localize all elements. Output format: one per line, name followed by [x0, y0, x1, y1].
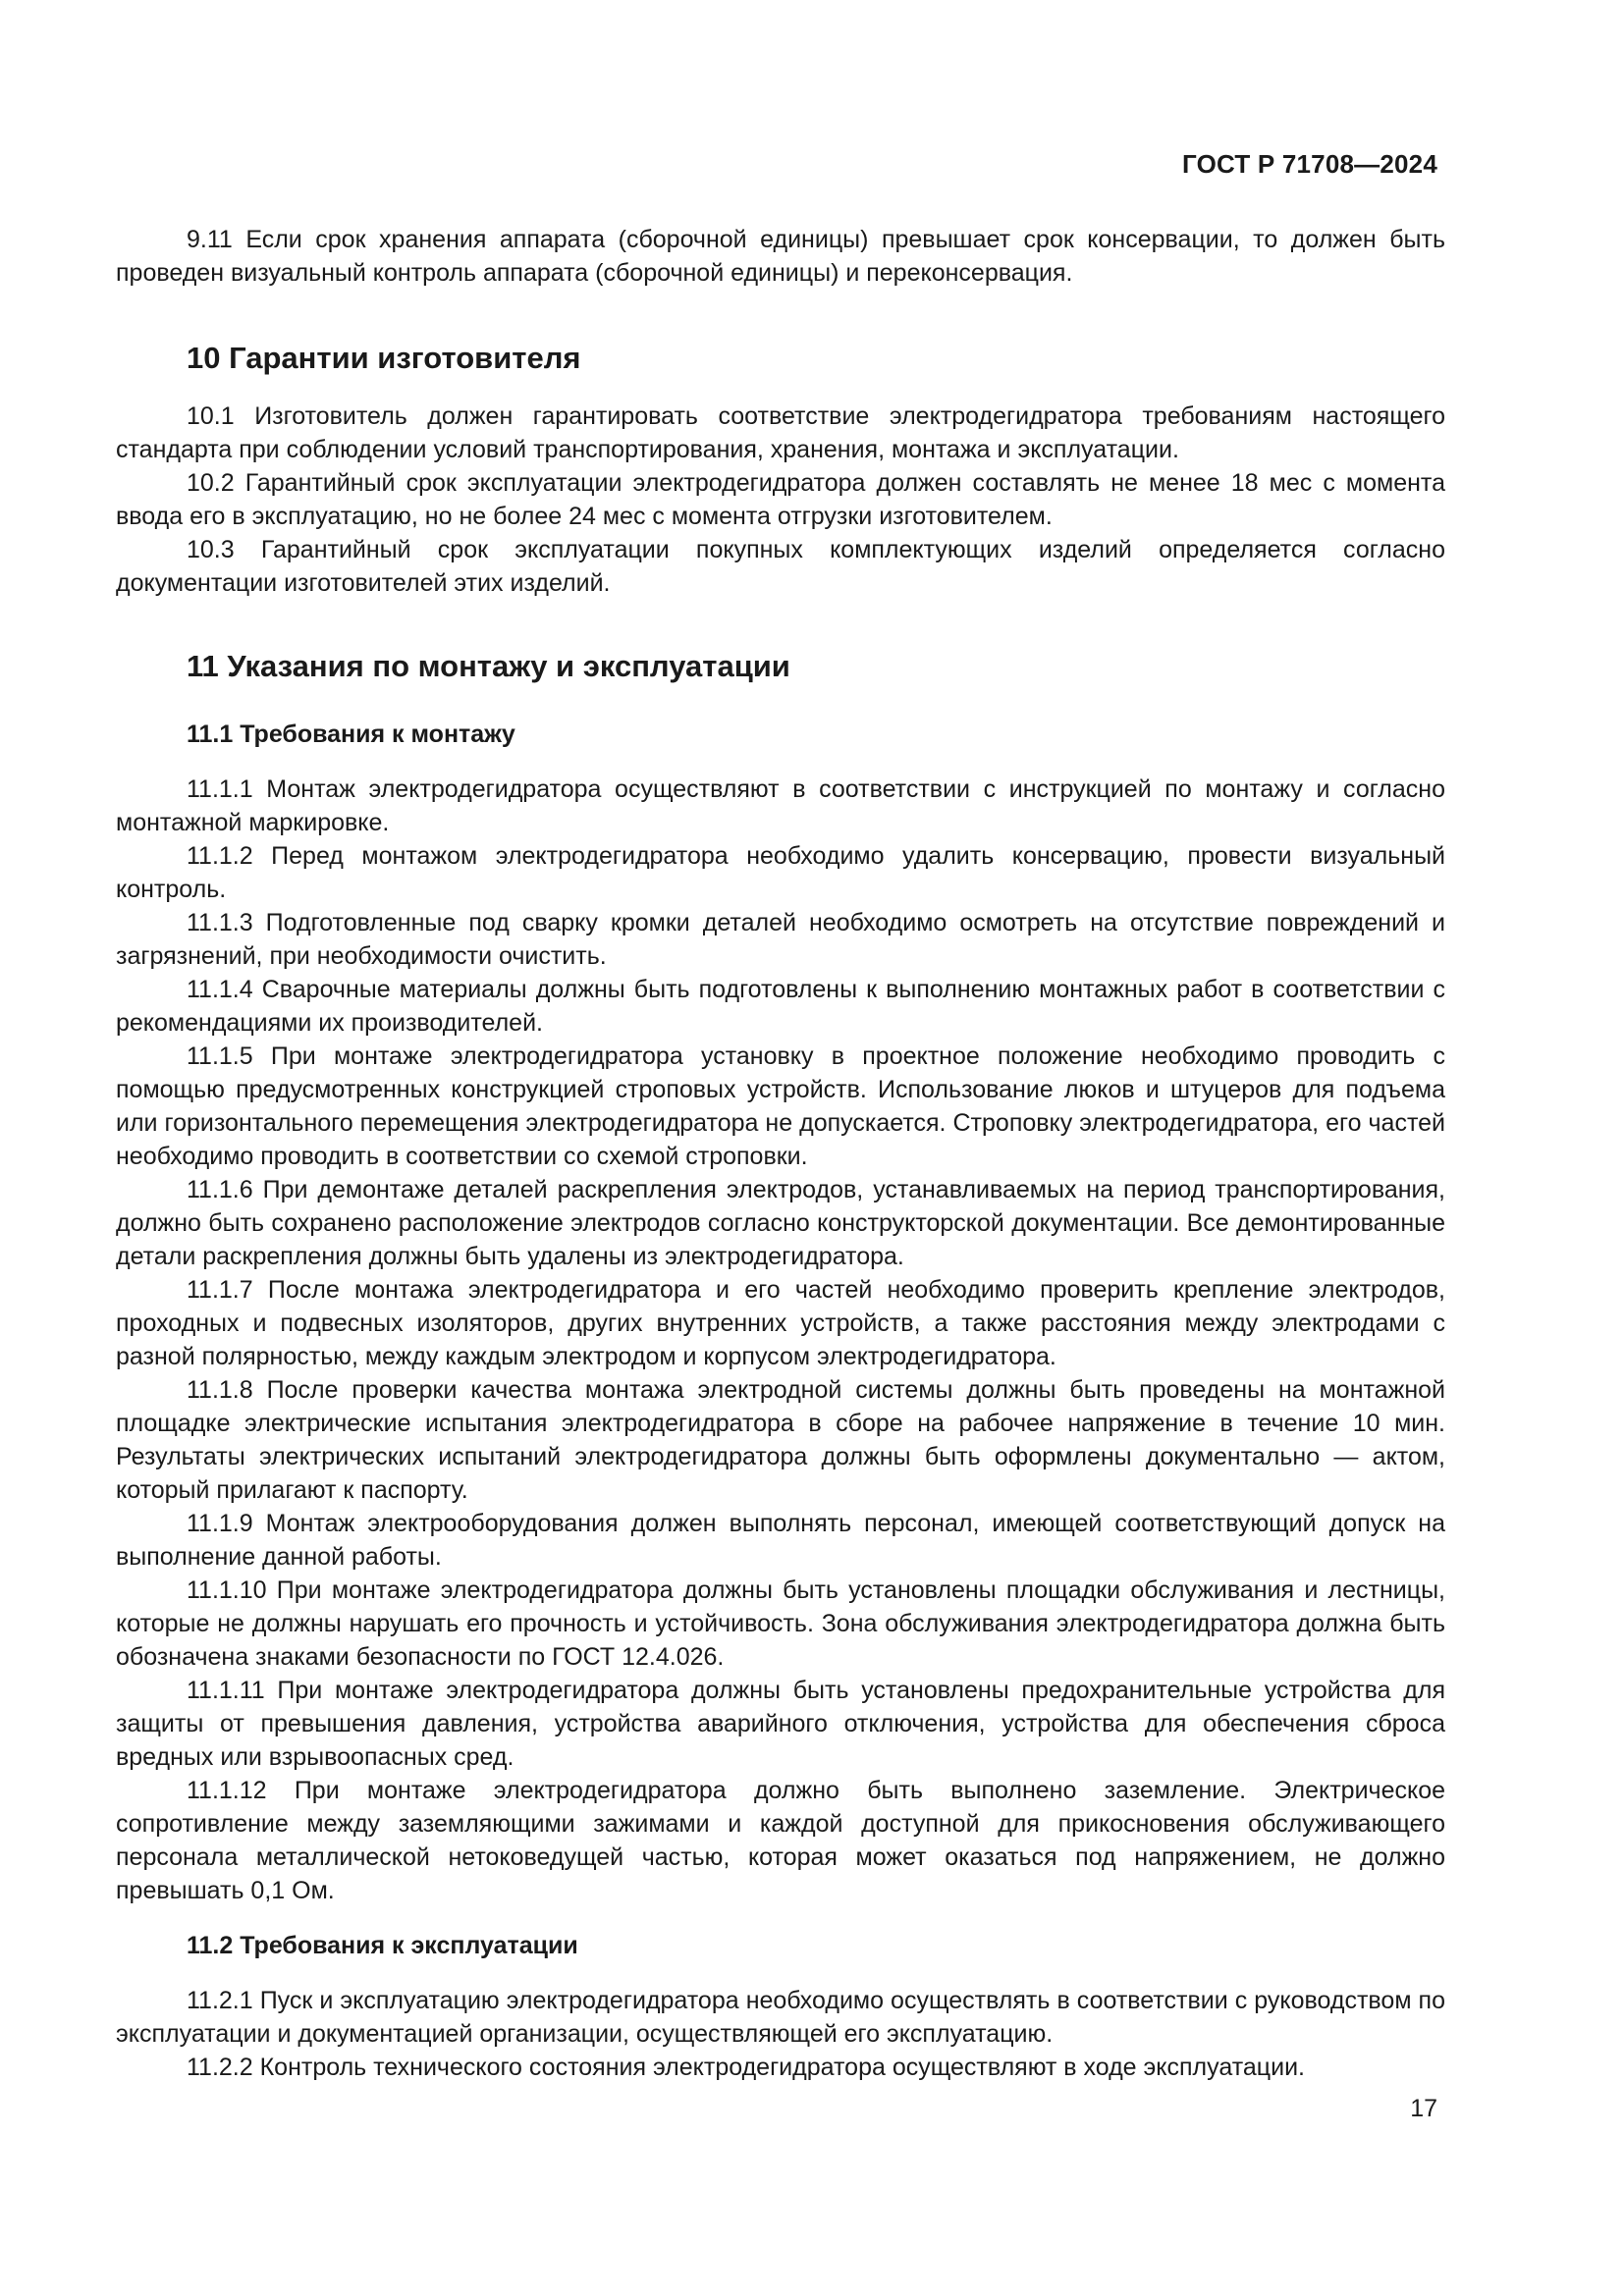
paragraph-11-1-5: 11.1.5 При монтаже электродегидратора установку в проектное положение необходимо проводить с помощью предусмотренных конструкцией строповых устройств. Использование люков и штуцеров для подъема или горизонтального перемещения электродегидратора не допускается. Строповку электродегидратора, его частей необходимо проводить в соответствии со схемой строповки.	[116, 1042, 1445, 1170]
paragraph-11-1-7: 11.1.7 После монтажа электродегидратора и его частей необходимо проверить крепление электродов, проходных и подвесных изоляторов, других внутренних устройств, а также расстояния между электродами с разной полярностью, между каждым электродом и корпусом электродегидратора.	[116, 1276, 1445, 1370]
paragraph-11-1-4: 11.1.4 Сварочные материалы должны быть подготовлены к выполнению монтажных работ в соответствии с рекомендациями их производителей.	[116, 976, 1445, 1037]
paragraph-10-2: 10.2 Гарантийный срок эксплуатации электродегидратора должен составлять не менее 18 мес с момента ввода его в эксплуатацию, но не более 24 мес с момента отгрузки изготовителем.	[116, 469, 1445, 530]
paragraph-11-1-8: 11.1.8 После проверки качества монтажа электродной системы должны быть проведены на монтажной площадке электрические испытания электродегидратора в сборе на рабочее напряжение в течение 10 мин. Результаты электрических испытаний электродегидратора должны быть оформлены документально — актом, который прилагают к паспорту.	[116, 1376, 1445, 1504]
section-11-title: 11 Указания по монтажу и эксплуатации	[187, 649, 790, 683]
paragraph-11-1-6: 11.1.6 При демонтаже деталей раскрепления электродов, устанавливаемых на период транспортирования, должно быть сохранено расположение электродов согласно конструкторской документации. Все демонтированные детали раскрепления должны быть удалены из электродегидратора.	[116, 1176, 1445, 1270]
paragraph-11-2-1: 11.2.1 Пуск и эксплуатацию электродегидратора необходимо осуществлять в соответствии с руководством по эксплуатации и документацией организации, осуществляющей его эксплуатацию.	[116, 1987, 1445, 2048]
paragraph-11-1-2: 11.1.2 Перед монтажом электродегидратора необходимо удалить консервацию, провести визуальный контроль.	[116, 842, 1445, 903]
paragraph-11-1-3: 11.1.3 Подготовленные под сварку кромки деталей необходимо осмотреть на отсутствие повреждений и загрязнений, при необходимости очистить.	[116, 909, 1445, 970]
page-number: 17	[1410, 2095, 1437, 2122]
paragraph-11-1-1: 11.1.1 Монтаж электродегидратора осуществляют в соответствии с инструкцией по монтажу и согласно монтажной маркировке.	[116, 775, 1445, 836]
paragraph-9-11: 9.11 Если срок хранения аппарата (сборочной единицы) превышает срок консервации, то должен быть проведен визуальный контроль аппарата (сборочной единицы) и переконсервация.	[116, 226, 1445, 287]
page-content	[116, 223, 1445, 2084]
paragraph-11-1-9: 11.1.9 Монтаж электрооборудования должен выполнять персонал, имеющей соответствующий допуск на выполнение данной работы.	[116, 1510, 1445, 1571]
paragraph-11-1-10: 11.1.10 При монтаже электродегидратора должны быть установлены площадки обслуживания и лестницы, которые не должны нарушать его прочность и устойчивость. Зона обслуживания электродегидратора должна быть обозначена знаками безопасности по ГОСТ 12.4.026.	[116, 1576, 1445, 1671]
paragraph-11-2-2: 11.2.2 Контроль технического состояния электродегидратора осуществляют в ходе эксплуатации.	[187, 2054, 1305, 2081]
paragraph-10-3: 10.3 Гарантийный срок эксплуатации покупных комплектующих изделий определяется согласно документации изготовителей этих изделий.	[116, 536, 1445, 597]
subsection-11-1-title: 11.1 Требования к монтажу	[187, 721, 515, 748]
subsection-11-2-title: 11.2 Требования к эксплуатации	[187, 1932, 578, 1959]
paragraph-10-1: 10.1 Изготовитель должен гарантировать соответствие электродегидратора требованиям настоящего стандарта при соблюдении условий транспортирования, хранения, монтажа и эксплуатации.	[116, 402, 1445, 463]
section-10-title: 10 Гарантии изготовителя	[187, 341, 581, 375]
paragraph-11-1-12: 11.1.12 При монтаже электродегидратора должно быть выполнено заземление. Электрическое сопротивление между заземляющими зажимами и каждой доступной для прикосновения обслуживающего персонала металлической нетоковедущей частью, которая может оказаться под напряжением, не должно превышать 0,1 Ом.	[116, 1777, 1445, 1904]
paragraph-11-1-11: 11.1.11 При монтаже электродегидратора должны быть установлены предохранительные устройства для защиты от превышения давления, устройства аварийного отключения, устройства для обеспечения сброса вредных или взрывоопасных сред.	[116, 1677, 1445, 1771]
document-code-header: ГОСТ Р 71708—2024	[1182, 149, 1437, 179]
